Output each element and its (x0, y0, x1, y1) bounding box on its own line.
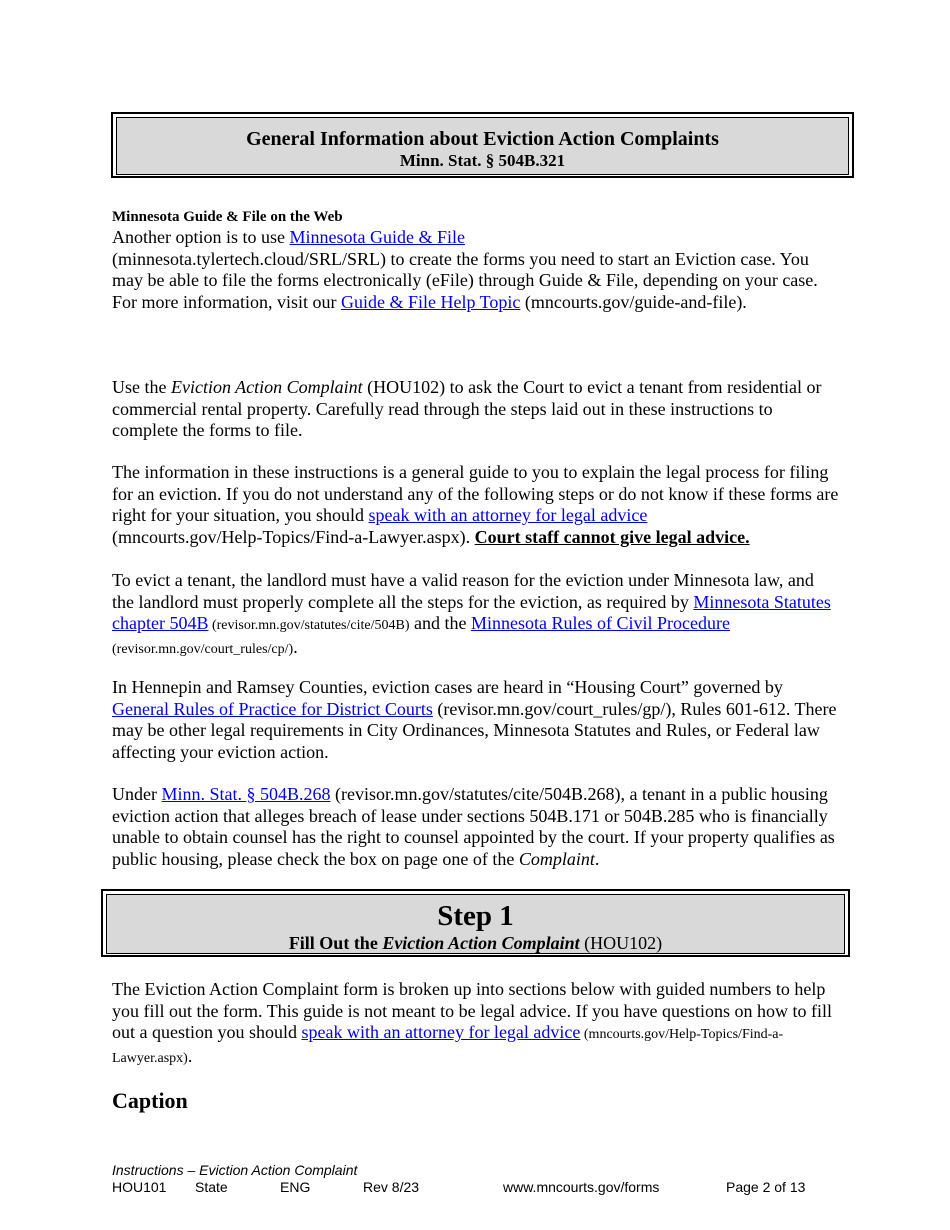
page-footer (112, 1162, 852, 1196)
footer-language: ENG (280, 1179, 311, 1195)
paragraph-form-sections: The Eviction Action Complaint form is broken up into sections below with guided numbers to help you fill out the form. This guide is not meant to be legal advice. If you have questions on how to fill out a question you should speak with an attorney for legal advice (mncourts.gov/Help-Topics/Find-a-Lawyer.aspx). (112, 979, 833, 1066)
footer-page-number: Page 2 of 13 (726, 1179, 806, 1195)
footer-scope: State (195, 1179, 228, 1195)
paragraph-use-complaint: Use the Eviction Action Complaint (HOU102) to ask the Court to evict a tenant from residential or commercial rental property. Carefully read through the steps laid out in these instructions to complete the forms to file. (112, 377, 822, 440)
legal-advice-notice: Court staff cannot give legal advice. (474, 526, 750, 547)
attorney-advice-link-2[interactable]: speak with an attorney for legal advice (301, 1022, 581, 1042)
footer-revision: Rev 8/23 (363, 1179, 420, 1195)
footer-url: www.mncourts.gov/forms (503, 1179, 660, 1195)
step-subtitle: Fill Out the Eviction Action Complaint (HOU102) (288, 933, 663, 953)
statute-reference: Minn. Stat. § 504B.321 (399, 151, 566, 170)
guide-file-section (112, 207, 840, 313)
step-title: Step 1 (437, 900, 514, 932)
step-1-box-inner (106, 894, 845, 954)
statutes-504b-link[interactable]: Minnesota Statutes chapter 504B (112, 591, 831, 633)
guide-file-link[interactable]: Minnesota Guide & File (289, 227, 465, 247)
header-box-inner (116, 117, 849, 175)
guide-file-help-link[interactable]: Guide & File Help Topic (340, 291, 521, 312)
page-title: General Information about Eviction Action Complaints (246, 128, 719, 150)
paragraph-valid-reason: To evict a tenant, the landlord must have a valid reason for the eviction under Minnesota law, and the landlord must properly complete all the steps for the eviction, as required by Minnesota Statutes chapter 504B (revisor.mn.gov/statutes/cite/504B) and the Minnesota Rules of Civil Procedure (revisor.mn.gov/court_rules/cp/). (112, 570, 831, 657)
paragraph-general-guide: The information in these instructions is a general guide to you to explain the legal process for filing for an eviction. If you do not understand any of the following steps or do not know if these forms are right for your situation, you should speak with an attorney for legal advice (mncourts.gov/Help-Topics/Find-a-Lawyer.aspx). Court staff cannot give legal advice. (112, 462, 839, 547)
guide-file-heading: Minnesota Guide & File on the Web (112, 209, 343, 225)
general-rules-link[interactable]: General Rules of Practice for District Courts (112, 698, 433, 719)
paragraph-right-to-counsel: Under Minn. Stat. § 504B.268 (revisor.mn.gov/statutes/cite/504B.268), a tenant in a public housing eviction action that alleges breach of lease under sections 504B.171 or 504B.285 who is financially unable to obtain counsel has the right to counsel appointed by the court. If your property qualifies as public housing, please check the box on page one of the Complaint. (112, 784, 835, 869)
statute-504b268-link[interactable]: Minn. Stat. § 504B.268 (161, 784, 331, 804)
footer-row (112, 1179, 852, 1196)
footer-form-code: HOU101 (112, 1179, 167, 1195)
guide-file-text: Another option is to use Minnesota Guide & File (minnesota.tylertech.cloud/SRL/SRL) to create the forms you need to start an Eviction case. You may be able to file the forms electronically (eFile) through Guide & File, depending on your case. For more information, visit our Guide & File Help Topic (mncourts.gov/guide-and-file). (112, 227, 818, 312)
attorney-advice-link[interactable]: speak with an attorney for legal advice (368, 505, 648, 525)
footer-title: Instructions – Eviction Action Complaint (112, 1162, 358, 1178)
civil-procedure-link[interactable]: Minnesota Rules of Civil Procedure (470, 613, 730, 633)
header-box (111, 112, 854, 178)
step-1-box (101, 889, 850, 957)
caption-heading: Caption (112, 1088, 188, 1113)
paragraph-housing-court: In Hennepin and Ramsey Counties, eviction cases are heard in “Housing Court” governed by General Rules of Practice for District Courts (revisor.mn.gov/court_rules/gp/), Rules 601-612. There may be other legal requirements in City Ordinances, Minnesota Statutes and Rules, or Federal law affecting your eviction action. (112, 677, 837, 762)
